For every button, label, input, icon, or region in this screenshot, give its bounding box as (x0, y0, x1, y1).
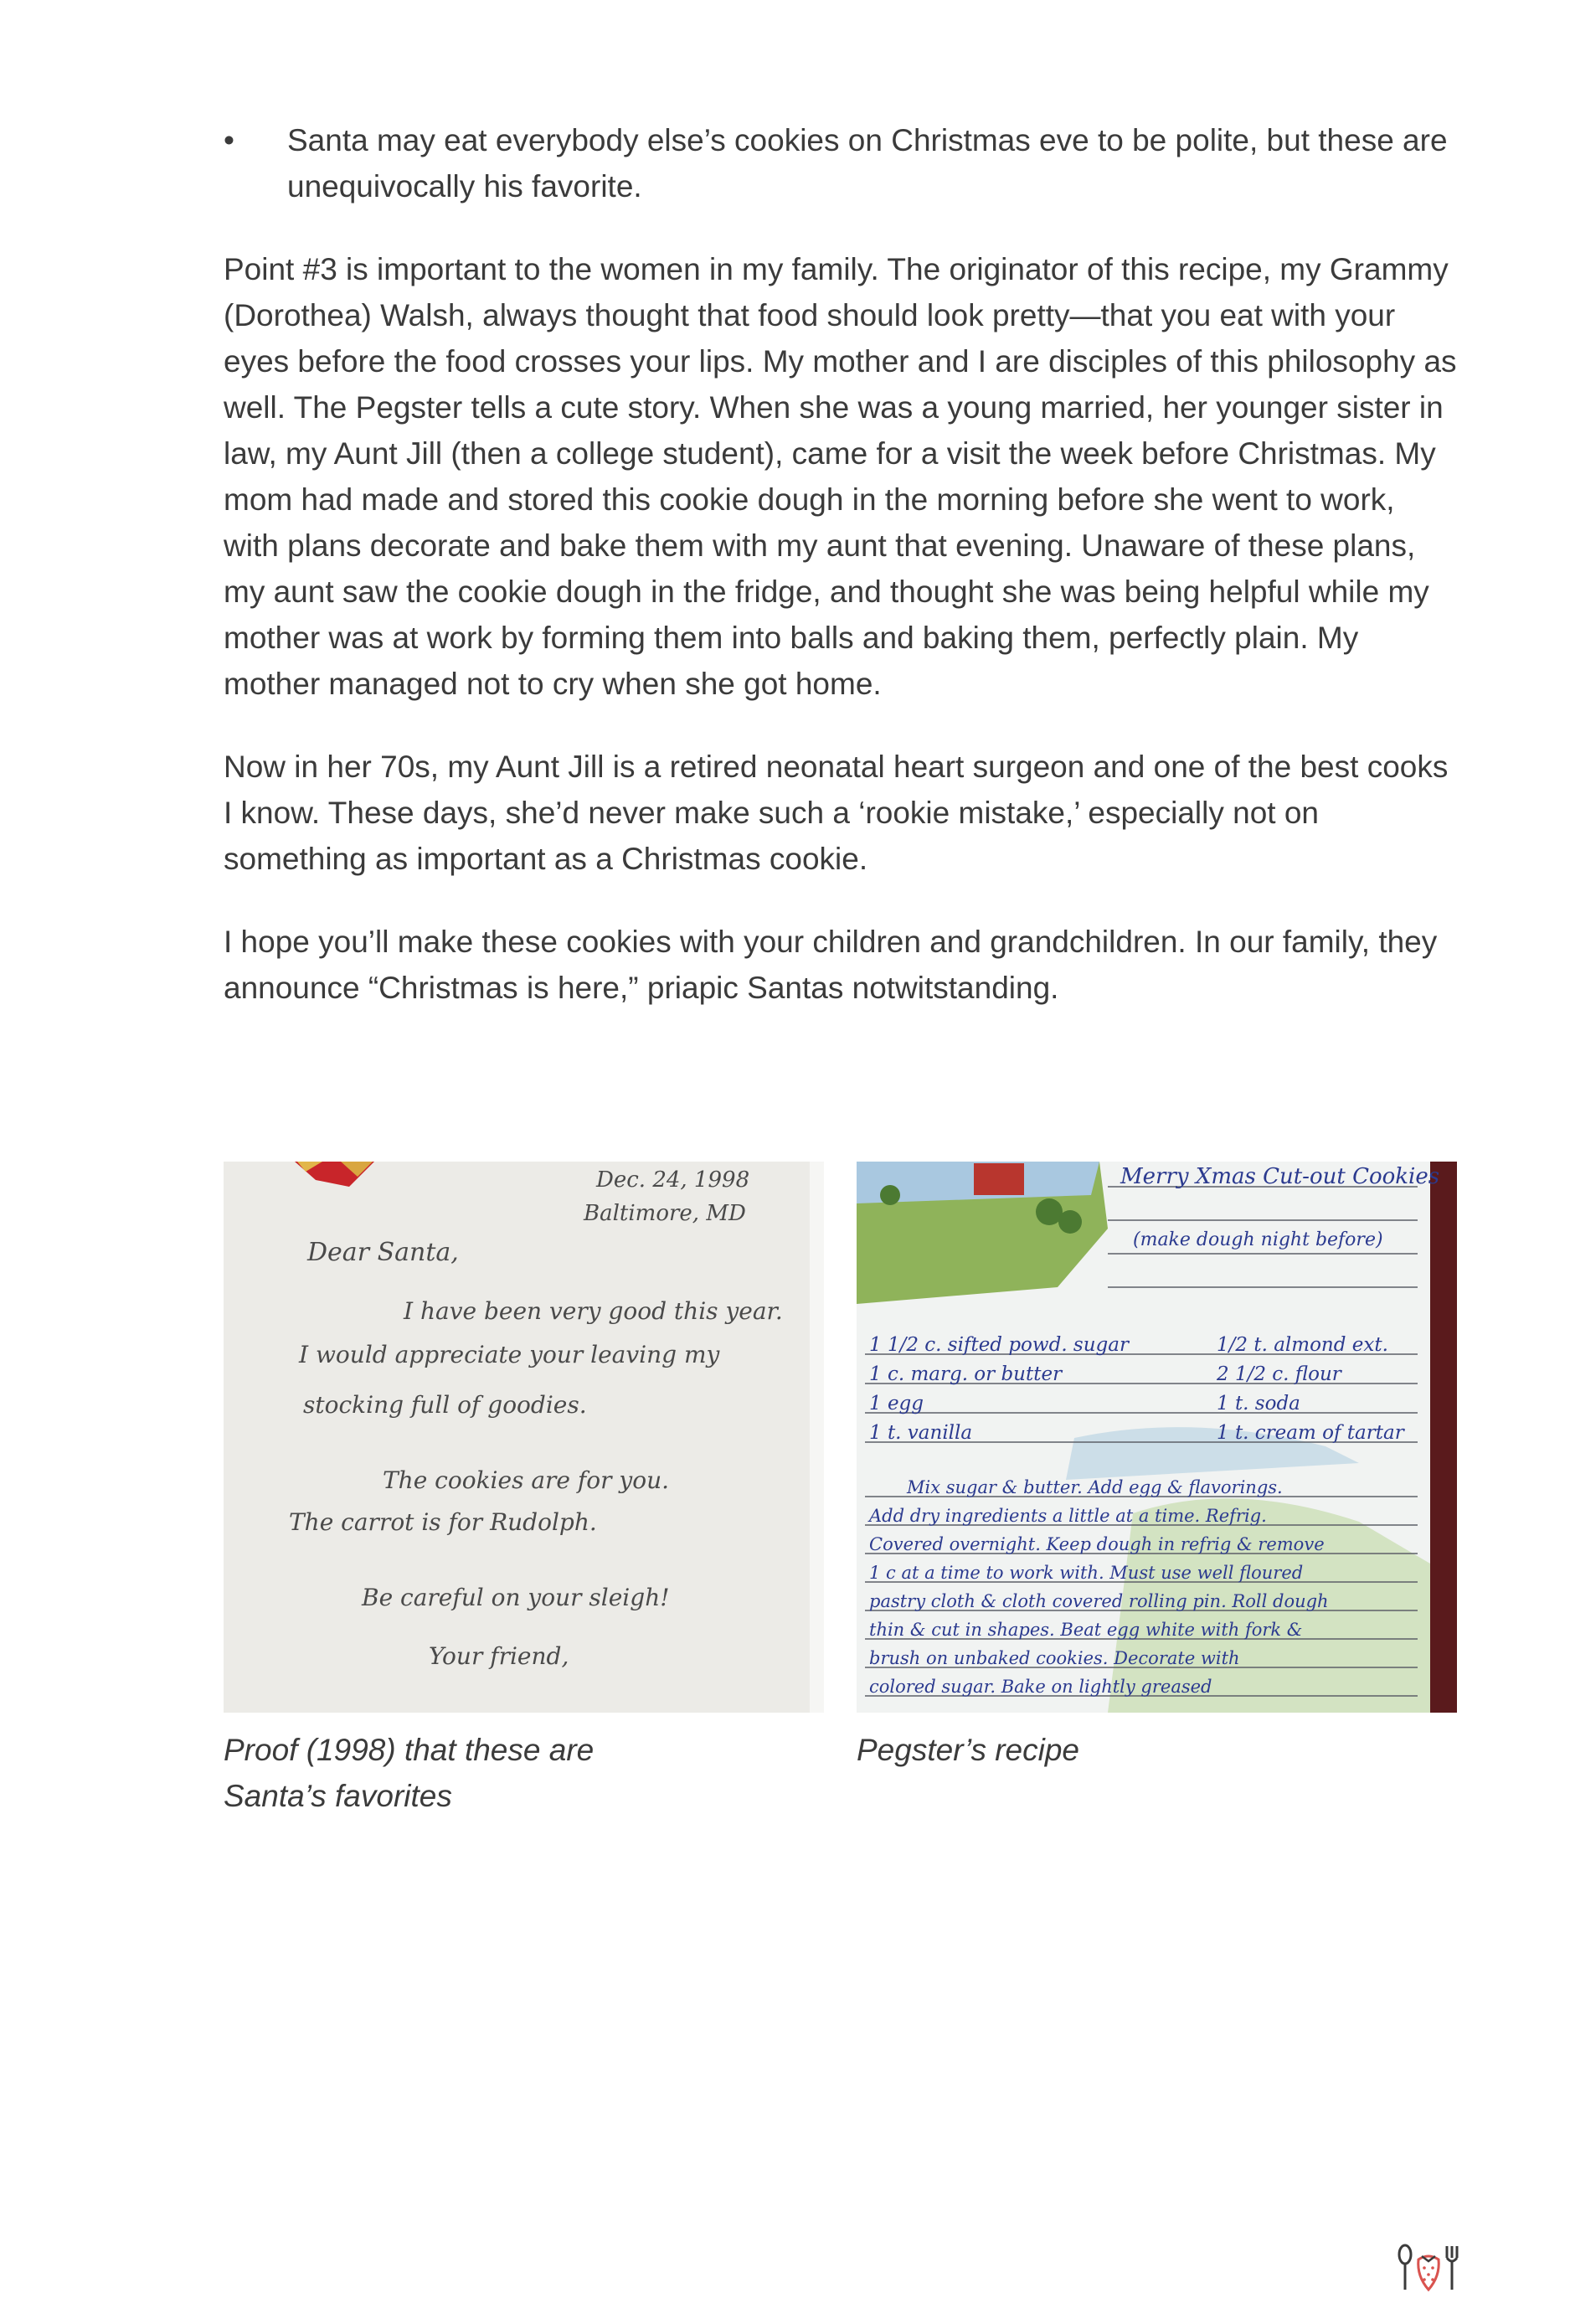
recipe-ingredient: 1 t. cream of tartar (1217, 1422, 1404, 1444)
letter-place: Baltimore, MD (584, 1201, 746, 1226)
bullet-item (224, 117, 1457, 209)
paragraph-aunt-jill: Now in her 70s, my Aunt Jill is a retired neonatal heart surgeon and one of the best cooks I know. These days, she’d never make such a ‘rookie mistake,’ especially not on something as important as a Christmas cookie. (224, 750, 1449, 876)
caption-recipe: Pegster’s recipe (857, 1733, 1079, 1767)
letter-greeting: Dear Santa, (307, 1238, 459, 1267)
recipe-ingredient: 1 c. marg. or butter (869, 1363, 1063, 1385)
letter-line: I have been very good this year. (404, 1297, 783, 1325)
paragraph-story: Point #3 is important to the women in my family. The originator of this recipe, my Grammy (Dorothea) Walsh, always thought that food should look pretty—that you eat with your eyes before the food crosses your lips. My mother and I are disciples of this philosophy as well. The Pegster tells a cute story. When she was a young married, her younger sister in law, my Aunt Jill (then a college student), came for a visit the week before Christmas. My mom had made and stored this cookie dough in the morning before she went to work, with plans decorate and bake them with my aunt that evening. Unaware of these plans, my aunt saw the cookie dough in the fridge, and thought she was being helpful while my mother was at work by forming them into balls and baking them, perfectly plain. My mother managed not to cry when she got home. (224, 252, 1457, 701)
bullet-text: Santa may eat everybody else’s cookies on Christmas eve to be polite, but these are unequivocally his favorite. (287, 123, 1448, 204)
recipe-card-photo (857, 1162, 1457, 1713)
recipe-method-line: brush on unbaked cookies. Decorate with (869, 1648, 1240, 1668)
recipe-title: Merry Xmas Cut-out Cookies (1120, 1164, 1440, 1189)
recipe-method-line: Mix sugar & butter. Add egg & flavorings. (907, 1477, 1283, 1497)
letter-line: Your friend, (429, 1642, 569, 1670)
recipe-ingredient: 1 t. soda (1217, 1393, 1300, 1414)
santa-letter-photo (224, 1162, 824, 1713)
letter-line: stocking full of goodies. (303, 1391, 587, 1419)
recipe-method-line: thin & cut in shapes. Beat egg white with fork & (869, 1620, 1303, 1640)
recipe-ingredient: 1 1/2 c. sifted powd. sugar (869, 1334, 1129, 1356)
recipe-ingredient: 1 egg (869, 1393, 924, 1414)
letter-date: Dec. 24, 1998 (596, 1167, 750, 1193)
letter-line: I would appreciate your leaving my (299, 1341, 720, 1368)
recipe-ingredient: 1/2 t. almond ext. (1217, 1334, 1388, 1356)
recipe-ingredient: 2 1/2 c. flour (1217, 1363, 1341, 1385)
recipe-ingredient: 1 t. vanilla (869, 1422, 973, 1444)
utensils-strawberry-icon (1397, 2243, 1460, 2293)
recipe-method-line: Add dry ingredients a little at a time. Refrig. (869, 1506, 1267, 1526)
letter-line: The carrot is for Rudolph. (289, 1508, 597, 1536)
caption-santa-letter: Proof (1998) that these are Santa’s favorites (224, 1733, 595, 1813)
letter-line: Be careful on your sleigh! (362, 1584, 670, 1611)
recipe-method-line: Covered overnight. Keep dough in refrig & remove (869, 1534, 1325, 1554)
recipe-note: (make dough night before) (1133, 1229, 1383, 1250)
recipe-method-line: pastry cloth & cloth covered rolling pin. Roll dough (869, 1591, 1329, 1611)
recipe-method-line: 1 c at a time to work with. Must use well floured (869, 1563, 1304, 1583)
bullet-marker: • (224, 123, 234, 157)
letter-line: The cookies are for you. (383, 1466, 670, 1494)
paragraph-closing: I hope you’ll make these cookies with your children and grandchildren. In our family, they announce “Christmas is here,” priapic Santas notwitstanding. (224, 925, 1438, 1005)
recipe-method-line: colored sugar. Bake on lightly greased (869, 1677, 1212, 1697)
article-body (224, 117, 1457, 1048)
